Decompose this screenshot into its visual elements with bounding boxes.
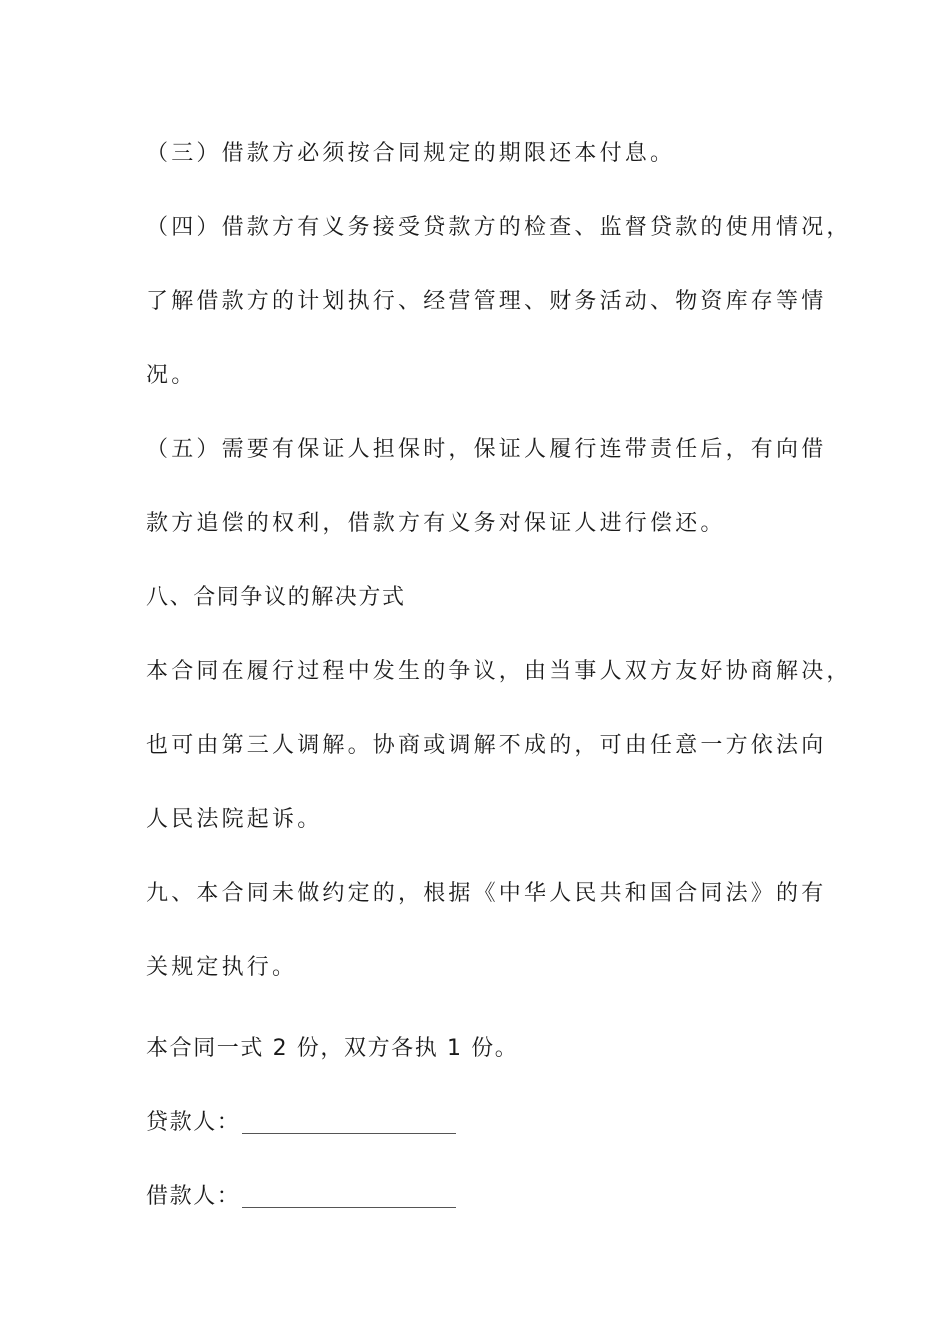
borrower-signature-blank[interactable] (242, 1183, 456, 1208)
clause-7-5-line-1: （五）需要有保证人担保时，保证人履行连带责任后，有向借 (146, 437, 827, 462)
section-8-heading: 八、合同争议的解决方式 (146, 585, 406, 610)
copies-statement: 本合同一式 2 份，双方各执 1 份。 (146, 1036, 519, 1061)
clause-7-3: （三）借款方必须按合同规定的期限还本付息。 (146, 141, 676, 166)
clause-7-4-line-1: （四）借款方有义务接受贷款方的检查、监督贷款的使用情况， (146, 215, 852, 240)
clause-7-4-line-3: 况。 (146, 363, 197, 388)
lender-signature-row (146, 1106, 456, 1140)
section-8-line-3: 人民法院起诉。 (146, 807, 323, 832)
borrower-label: 借款人： (146, 1184, 241, 1209)
lender-signature-blank[interactable] (242, 1109, 456, 1134)
clause-7-4-line-2: 了解借款方的计划执行、经营管理、财务活动、物资库存等情 (146, 289, 827, 314)
clause-7-5-line-2: 款方追偿的权利，借款方有义务对保证人进行偿还。 (146, 511, 726, 536)
borrower-signature-row (146, 1180, 456, 1214)
section-9-line-2: 关规定执行。 (146, 955, 298, 980)
section-8-line-1: 本合同在履行过程中发生的争议，由当事人双方友好协商解决， (146, 659, 852, 684)
lender-label: 贷款人： (146, 1110, 241, 1135)
section-9-line-1: 九、本合同未做约定的，根据《中华人民共和国合同法》的有 (146, 881, 827, 906)
section-8-line-2: 也可由第三人调解。协商或调解不成的，可由任意一方依法向 (146, 733, 827, 758)
